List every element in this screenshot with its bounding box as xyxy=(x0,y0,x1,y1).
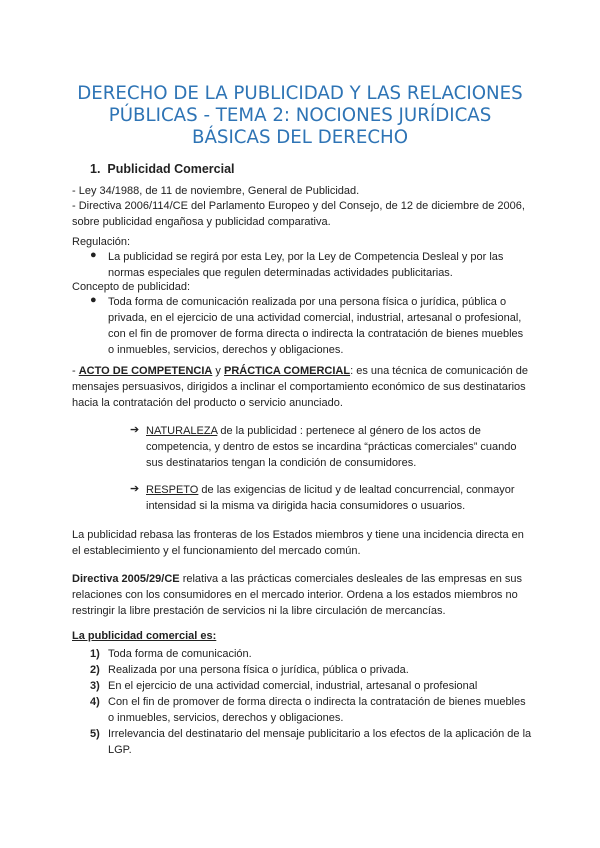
list-item-number: 5) xyxy=(90,728,100,740)
respeto-text: de las exigencias de licitud y de lealtad concurrencial, conmayor intensidad si la misma va dirigida hacia consumidores o usuarios. xyxy=(146,484,515,512)
list-item xyxy=(72,646,532,662)
ley-reference: - Ley 34/1988, de 11 de noviembre, General de Publicidad. xyxy=(72,185,360,197)
title-line-2: PÚBLICAS - TEMA 2: NOCIONES JURÍDICAS xyxy=(108,105,492,126)
list-item-number: 1) xyxy=(90,648,100,660)
respeto-paragraph xyxy=(146,482,526,514)
directiva-2005-bold: Directiva 2005/29/CE xyxy=(72,573,180,585)
concepto-text: Toda forma de comunicación realizada por una persona física o jurídica, pública o privada, en el ejercicio de una actividad comercial, industrial, artesanal o profesional, con el fin de promover de forma directa o indirecta la contratación de bienes muebles o inmuebles, servicios, derechos y obligaciones. xyxy=(108,296,524,356)
list-item-text: Toda forma de comunicación. xyxy=(108,648,252,660)
directiva-reference: - Directiva 2006/114/CE del Parlamento Europeo y del Consejo, de 12 de diciembre de 2006, sobre publicidad engañosa y publicidad comparativa. xyxy=(72,200,525,228)
acto-text: : es una técnica de comunicación de mensajes persuasivos, dirigidos a inclinar el comportamiento económico de sus destinatarios hacia la contratación del producto o servicio anunciado. xyxy=(72,365,529,409)
document-title xyxy=(60,83,540,149)
directiva-2005-text: relativa a las prácticas comerciales desleales de las empresas en sus relaciones con los consumidores en el mercado interior. Ordena a los estados miembros no restringir la libre prestación de servicios ni la libre circulación de mercancías. xyxy=(72,573,523,617)
respeto-label: RESPETO xyxy=(146,484,199,496)
list-heading xyxy=(72,628,532,644)
list-item-number: 3) xyxy=(90,680,100,692)
list-item xyxy=(72,726,532,758)
arrow-right-icon: ➔ xyxy=(130,483,140,495)
list-heading-text: La publicidad comercial es: xyxy=(72,630,217,642)
bullet-icon: ● xyxy=(90,249,97,261)
rebasa-paragraph: La publicidad rebasa las fronteras de los Estados miembros y tiene una incidencia directa en el establecimiento y el funcionamiento del mercado común. xyxy=(72,529,524,557)
list-item-text: Con el fin de promover de forma directa o indirecta la contratación de bienes muebles o inmuebles, servicios, derechos y obligaciones. xyxy=(108,696,526,724)
section-title: Publicidad Comercial xyxy=(107,162,235,176)
section-number: 1. xyxy=(90,162,101,176)
naturaleza-label: NATURALEZA xyxy=(146,425,218,437)
naturaleza-paragraph xyxy=(146,423,526,471)
regulacion-label: Regulación: xyxy=(72,236,131,248)
list-item-text: Irrelevancia del destinatario del mensaje publicitario a los efectos de la aplicación de la LGP. xyxy=(108,728,532,756)
list-item xyxy=(72,662,532,678)
title-line-1: DERECHO DE LA PUBLICIDAD Y LAS RELACIONES xyxy=(77,83,523,104)
acto-competencia-paragraph xyxy=(72,363,532,411)
list-item xyxy=(72,678,532,694)
arrow-right-icon: ➔ xyxy=(130,424,140,436)
publicidad-comercial-list xyxy=(72,646,532,758)
list-item xyxy=(72,694,532,726)
bullet-icon: ● xyxy=(90,294,97,306)
title-line-3: BÁSICAS DEL DERECHO xyxy=(191,127,409,148)
acto-y: y xyxy=(212,365,224,377)
regulacion-text: La publicidad se regirá por esta Ley, por la Ley de Competencia Desleal y por las normas especiales que regulen determinadas actividades publicitarias. xyxy=(108,251,504,279)
naturaleza-text: de la publicidad : pertenece al género de los actos de competencia, y dentro de estos se incardina “prácticas comerciales” cuando sus destinatarios tengan la condición de consumidores. xyxy=(146,425,517,469)
acto-prefix: - xyxy=(72,365,79,377)
acto-bold-1: ACTO DE COMPETENCIA xyxy=(78,365,213,377)
list-item-number: 2) xyxy=(90,664,100,676)
acto-bold-2: PRÁCTICA COMERCIAL xyxy=(224,365,351,377)
concepto-label: Concepto de publicidad: xyxy=(72,281,191,293)
list-item-text: Realizada por una persona física o jurídica, pública o privada. xyxy=(108,664,409,676)
list-item-text: En el ejercicio de una actividad comercial, industrial, artesanal o profesional xyxy=(108,680,478,692)
section-heading xyxy=(90,162,235,176)
directiva-2005-paragraph xyxy=(72,571,532,619)
list-item-number: 4) xyxy=(90,696,100,708)
